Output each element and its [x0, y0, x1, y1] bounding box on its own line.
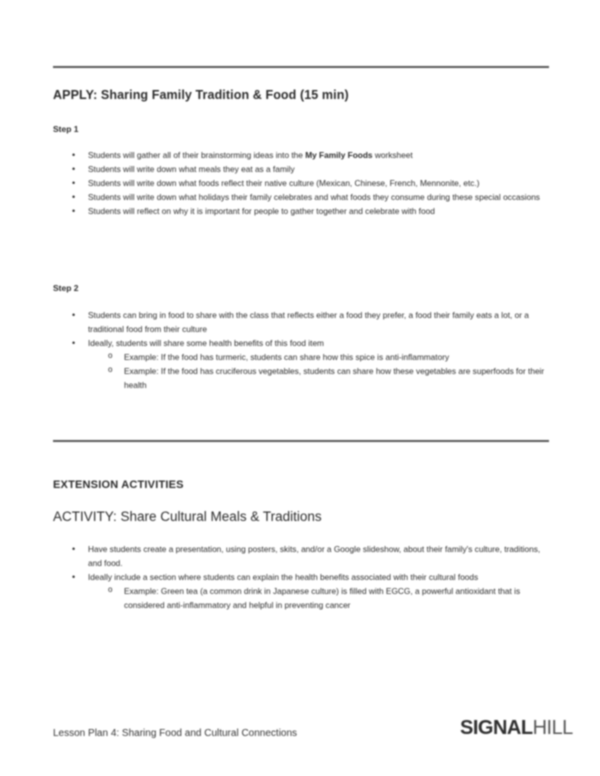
logo-text-bold: SIGNAL [460, 717, 533, 739]
list-item [70, 336, 550, 392]
top-divider [53, 66, 549, 68]
extension-heading: EXTENSION ACTIVITIES [53, 479, 184, 491]
worksheet-name: My Family Foods [305, 150, 373, 160]
list-item: • Students will reflect on why it is important for people to gather together and celebrate with food [70, 204, 550, 218]
list-item: • Students will write down what holidays their family celebrates and what foods they consume during these special occasions [70, 190, 550, 204]
sub-list-item: o Example: If the food has turmeric, students can share how this spice is anti-inflammatory [88, 350, 550, 364]
list-item-text: worksheet [372, 150, 413, 160]
list-item [70, 570, 550, 612]
list-item: • Students will write down what foods reflect their native culture (Mexican, Chinese, French, Mennonite, etc.) [70, 176, 550, 190]
list-item: • Students can bring in food to share with the class that reflects either a food they prefer, a food their family eats a lot, or a traditional food from their culture [70, 308, 550, 336]
step-2-list [70, 308, 550, 392]
logo-text-light: HILL [532, 717, 573, 739]
list-item [70, 148, 550, 162]
list-item-text: Ideally, students will share some health benefits of this food item [88, 338, 324, 348]
list-item: • Students will write down what meals they eat as a family [70, 162, 550, 176]
activity-heading: ACTIVITY: Share Cultural Meals & Traditions [53, 509, 322, 524]
sub-list-item: o Example: If the food has cruciferous vegetables, students can share how these vegetables are superfoods for their health [88, 364, 550, 392]
extension-sublist [88, 584, 550, 612]
step-1-list [70, 148, 550, 218]
step-2-sublist [88, 350, 550, 392]
apply-heading: APPLY: Sharing Family Tradition & Food (15 min) [53, 88, 349, 102]
signal-hill-logo [460, 716, 573, 740]
list-item-text: Ideally include a section where students can explain the health benefits associated with their cultural foods [88, 572, 479, 582]
sub-list-item: o Example: Green tea (a common drink in Japanese culture) is filled with EGCG, a powerful antioxidant that is considered anti-inflammatory and helpful in preventing cancer [88, 584, 550, 612]
middle-divider [53, 440, 549, 442]
list-item-text: Students will gather all of their brainstorming ideas into the [88, 150, 306, 160]
step-1-label: Step 1 [53, 124, 79, 134]
list-item: • Have students create a presentation, using posters, skits, and/or a Google slideshow, about their family's culture, traditions, and food. [70, 542, 550, 570]
step-2-label: Step 2 [53, 283, 79, 293]
footer-lesson-title: Lesson Plan 4: Sharing Food and Cultural Connections [53, 728, 298, 739]
extension-list [70, 542, 550, 612]
